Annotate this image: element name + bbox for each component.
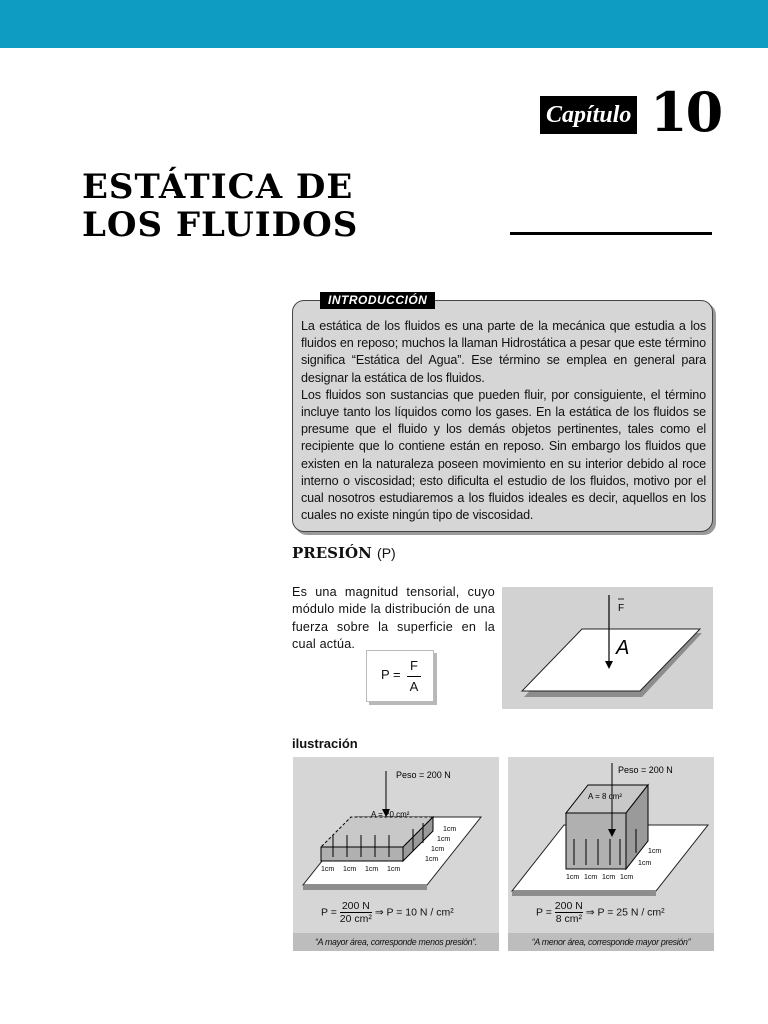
introduction-text (301, 318, 706, 524)
unit-label: 1cm (321, 866, 335, 873)
presion-heading-text: PRESIÓN (292, 544, 372, 562)
presion-definition: Es una magnitud tensorial, cuyo módulo mide la distribución de una fuerza sobre la superficie en la cual actúa. (292, 585, 495, 651)
formula-denominator: A (409, 679, 419, 694)
chapter-title (82, 168, 358, 244)
chapter-title-line-1: ESTÁTICA DE (82, 167, 354, 207)
illustration-panel-small-area (508, 757, 714, 951)
unit-label: 1cm (566, 874, 580, 881)
chapter-label: Capítulo (540, 96, 637, 134)
chapter-number: 10 (650, 80, 722, 144)
area-label-large: A = 20 cm² (371, 810, 410, 819)
unit-label: 1cm (584, 874, 598, 881)
chapter-title-line-2: LOS FLUIDOS (82, 205, 359, 245)
plate-force-figure (502, 587, 713, 709)
pressure-equation-large (321, 900, 454, 925)
floor-plate-edge (303, 885, 427, 890)
equation-denominator: 20 cm² (339, 913, 372, 925)
unit-label: 1cm (443, 826, 457, 833)
presion-symbol: (P) (377, 545, 396, 561)
unit-label: 1cm (638, 860, 652, 867)
unit-label: 1cm (343, 866, 357, 873)
area-label-small: A = 8 cm² (588, 792, 623, 801)
illustration-panel-large-area (293, 757, 499, 951)
plate-force-diagram (502, 587, 713, 709)
top-color-band (0, 0, 768, 48)
equation-denominator: 8 cm² (555, 913, 582, 925)
weight-label: Peso = 200 N (618, 765, 673, 775)
unit-label: 1cm (425, 856, 439, 863)
equation-numerator: 200 N (341, 900, 370, 912)
introduction-paragraph-1: La estática de los fluidos es una parte de la mecánica que estudia a los fluidos en reposo; muchos la llaman Hidrostática a pesar que este término significa “Estática del Agua”. Ese término se emplea en general para designar la estática de los fluidos. (301, 319, 706, 385)
formula-numerator: F (410, 658, 418, 673)
area-label: A (616, 637, 630, 659)
floor-plate-edge (512, 891, 656, 896)
unit-label: 1cm (620, 874, 634, 881)
unit-label: 1cm (602, 874, 616, 881)
equation-lhs: P = (536, 906, 552, 919)
pressure-formula-box (366, 650, 434, 702)
unit-label: 1cm (437, 836, 451, 843)
equation-fraction (340, 900, 372, 925)
equation-numerator: 200 N (554, 900, 583, 912)
formula-fraction (407, 657, 421, 696)
unit-label: 1cm (431, 846, 445, 853)
introduction-label: INTRODUCCIÓN (320, 292, 435, 309)
block-front (566, 813, 626, 869)
caption-large-area: “A mayor área, corresponde menos presión”. (293, 933, 499, 951)
force-label: F (618, 603, 625, 614)
ilustracion-label: ilustración (292, 736, 358, 751)
unit-label: 1cm (648, 848, 662, 855)
unit-label: 1cm (365, 866, 379, 873)
equation-fraction (555, 900, 583, 925)
caption-small-area: “A menor área, corresponde mayor presión” (508, 933, 714, 951)
formula-lhs: P = (381, 667, 401, 682)
weight-label: Peso = 200 N (396, 770, 451, 780)
equation-result: ⇒ P = 10 N / cm² (374, 906, 454, 919)
fraction-bar (407, 676, 421, 677)
pressure-equation-small (536, 900, 665, 925)
equation-result: ⇒ P = 25 N / cm² (585, 906, 665, 919)
title-rule (510, 232, 712, 235)
introduction-paragraph-2: Los fluidos son sustancias que pueden fluir, por consiguiente, el término incluye tanto los líquidos como los gases. En la estática de los fluidos se presume que el fluido y los demás objetos pertinentes, tales como el recipiente que lo contiene están en reposo. Sin embargo los fluidos que existen en la naturaleza poseen movimiento en su interior debido al roce interno o viscosidad; esto dificulta el estudio de los fluidos, motivo por el cual nosotros estudiaremos a los fluidos ideales es decir, aquellos en los cuales no existe ningún tipo de viscosidad. (301, 387, 706, 523)
section-heading-presion (292, 544, 396, 562)
equation-lhs: P = (321, 906, 337, 919)
unit-label: 1cm (387, 866, 401, 873)
